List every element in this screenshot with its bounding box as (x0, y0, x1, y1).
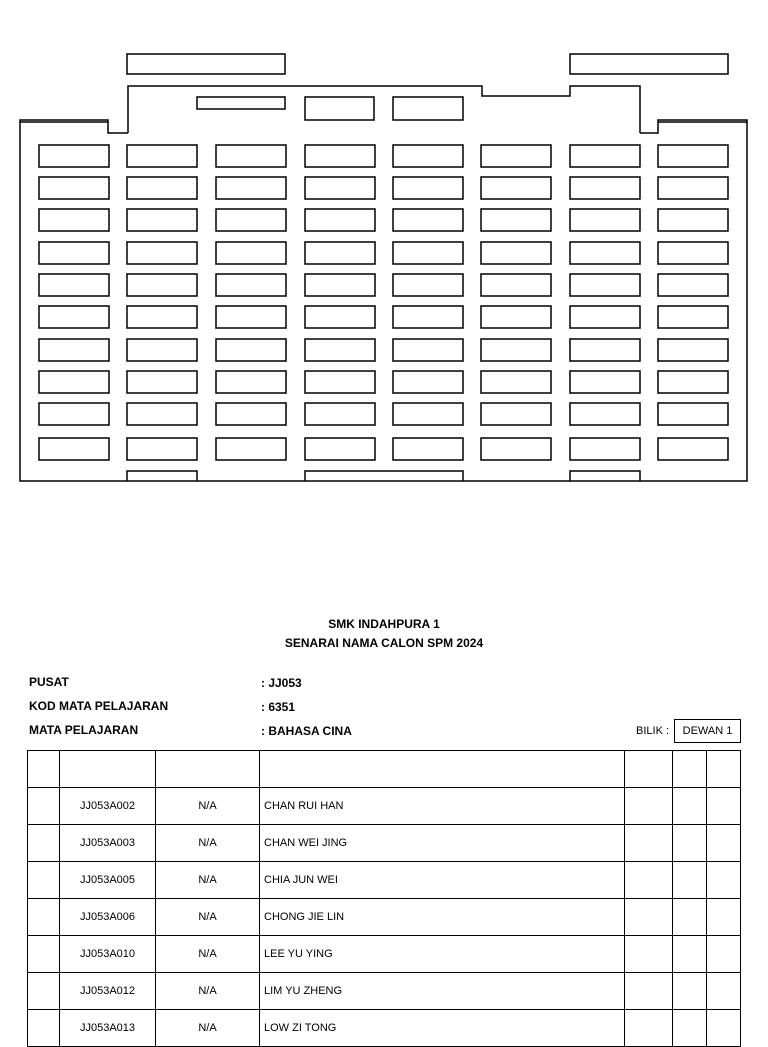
seating-plan (0, 0, 768, 500)
pusat-label: PUSAT (29, 675, 69, 689)
row-number-cell (28, 788, 60, 825)
header-cell (260, 751, 625, 788)
exam-desk (216, 177, 286, 199)
exam-desk (305, 339, 375, 361)
bottom-desk-3 (570, 471, 640, 481)
ic-cell: N/A (156, 862, 260, 899)
exam-desk (216, 242, 286, 264)
exam-desk (393, 438, 463, 460)
candidate-name-cell: LIM YU ZHENG (260, 973, 625, 1010)
row-number-cell (28, 862, 60, 899)
exam-desk (481, 339, 551, 361)
exam-desk (39, 177, 109, 199)
candidate-name-cell: CHIA JUN WEI (260, 862, 625, 899)
row-number-cell (28, 1010, 60, 1047)
exam-desk (216, 339, 286, 361)
table-row (28, 936, 741, 973)
exam-desk (570, 177, 640, 199)
angka-giliran-cell: JJ053A005 (60, 862, 156, 899)
attendance-cell (625, 973, 673, 1010)
exam-desk (305, 209, 375, 231)
attendance-cell (625, 825, 673, 862)
stage-desk-3 (393, 97, 463, 120)
exam-desk (481, 177, 551, 199)
attendance-cell (625, 936, 673, 973)
exam-desk (570, 371, 640, 393)
exam-desk (570, 438, 640, 460)
exam-desk (570, 242, 640, 264)
mark-cell (673, 973, 707, 1010)
exam-desk (481, 242, 551, 264)
exam-desk (39, 145, 109, 167)
mark-cell (707, 825, 741, 862)
exam-desk (570, 306, 640, 328)
mark-cell (673, 899, 707, 936)
header-cell (156, 751, 260, 788)
exam-desk (393, 177, 463, 199)
mark-cell (707, 936, 741, 973)
exam-desk (393, 306, 463, 328)
exam-desk (216, 306, 286, 328)
exam-desk (39, 438, 109, 460)
exam-desk (658, 339, 728, 361)
candidate-name-cell: LEE YU YING (260, 936, 625, 973)
mark-cell (673, 1010, 707, 1047)
exam-desk (216, 371, 286, 393)
header-cell (673, 751, 707, 788)
table-row (28, 862, 741, 899)
candidate-name-cell: CHAN RUI HAN (260, 788, 625, 825)
ic-cell: N/A (156, 1010, 260, 1047)
exam-desk (658, 242, 728, 264)
exam-desk (481, 438, 551, 460)
exam-desk (393, 242, 463, 264)
exam-desk (658, 438, 728, 460)
mark-cell (707, 788, 741, 825)
ic-cell: N/A (156, 936, 260, 973)
attendance-cell (625, 899, 673, 936)
exam-desk (39, 371, 109, 393)
exam-desk (216, 209, 286, 231)
bilik-label: BILIK : (636, 725, 670, 737)
angka-giliran-cell: JJ053A010 (60, 936, 156, 973)
exam-desk (127, 242, 197, 264)
exam-desk (658, 177, 728, 199)
table-row (28, 825, 741, 862)
exam-desk (570, 339, 640, 361)
stage-desk-1 (197, 97, 285, 109)
mark-cell (707, 862, 741, 899)
exam-desk (570, 145, 640, 167)
exam-desk (570, 209, 640, 231)
exam-desk (127, 403, 197, 425)
exam-desk (216, 274, 286, 296)
exam-desk (39, 209, 109, 231)
exam-desk (658, 145, 728, 167)
ic-cell: N/A (156, 825, 260, 862)
table-row (28, 788, 741, 825)
attendance-cell (625, 788, 673, 825)
exam-desk (127, 145, 197, 167)
attendance-cell (625, 1010, 673, 1047)
angka-giliran-cell: JJ053A003 (60, 825, 156, 862)
mark-cell (707, 899, 741, 936)
exam-desk (39, 403, 109, 425)
exam-desk (658, 306, 728, 328)
candidate-name-cell: LOW ZI TONG (260, 1010, 625, 1047)
ic-cell: N/A (156, 973, 260, 1010)
exam-desk (305, 438, 375, 460)
row-number-cell (28, 899, 60, 936)
mark-cell (707, 1010, 741, 1047)
subjek-value: : BAHASA CINA (261, 724, 352, 738)
row-number-cell (28, 825, 60, 862)
exam-desk (127, 177, 197, 199)
header-cell (60, 751, 156, 788)
mark-cell (673, 788, 707, 825)
exam-desk (481, 145, 551, 167)
exam-desk (216, 438, 286, 460)
exam-desk (658, 371, 728, 393)
school-name: SMK INDAHPURA 1 (328, 617, 440, 631)
exam-desk (216, 145, 286, 167)
exam-desk (570, 274, 640, 296)
exam-desk (216, 403, 286, 425)
exam-desk (39, 339, 109, 361)
exam-desk (393, 145, 463, 167)
ic-cell: N/A (156, 899, 260, 936)
exam-desk (127, 339, 197, 361)
exam-desk (127, 209, 197, 231)
mark-cell (673, 862, 707, 899)
pusat-value: : JJ053 (261, 676, 302, 690)
exam-desk (570, 403, 640, 425)
header-cell (28, 751, 60, 788)
row-number-cell (28, 936, 60, 973)
attendance-cell (625, 862, 673, 899)
angka-giliran-cell: JJ053A002 (60, 788, 156, 825)
table-header-row (28, 751, 741, 788)
exam-desk (127, 438, 197, 460)
exam-desk (393, 209, 463, 231)
exam-desk (305, 306, 375, 328)
kod-value: : 6351 (261, 700, 296, 714)
stage-desk-2 (305, 97, 374, 120)
mark-cell (673, 825, 707, 862)
exam-desk (481, 274, 551, 296)
exam-desk (39, 306, 109, 328)
angka-giliran-cell: JJ053A013 (60, 1010, 156, 1047)
ic-cell: N/A (156, 788, 260, 825)
exam-desk (305, 371, 375, 393)
exam-desk (305, 403, 375, 425)
header-cell (707, 751, 741, 788)
hall-outline (20, 120, 747, 481)
exam-desk (39, 242, 109, 264)
exam-desk (127, 306, 197, 328)
candidate-table (27, 750, 741, 1047)
exam-desk (481, 371, 551, 393)
kod-label: KOD MATA PELAJARAN (29, 699, 169, 713)
angka-giliran-cell: JJ053A006 (60, 899, 156, 936)
bilik-value: DEWAN 1 (674, 719, 741, 743)
header-cell (625, 751, 673, 788)
invigilator-desk-left (127, 54, 285, 74)
table-row (28, 1010, 741, 1047)
candidate-name-cell: CHAN WEI JING (260, 825, 625, 862)
exam-desk (658, 274, 728, 296)
exam-desk (393, 274, 463, 296)
document-title: SENARAI NAMA CALON SPM 2024 (284, 636, 484, 650)
exam-desk (305, 177, 375, 199)
exam-desk (481, 306, 551, 328)
subjek-label: MATA PELAJARAN (29, 723, 139, 737)
exam-desk (305, 242, 375, 264)
table-row (28, 899, 741, 936)
exam-desk (127, 274, 197, 296)
bottom-desk-2 (305, 471, 463, 481)
exam-desk (481, 209, 551, 231)
exam-desk (393, 339, 463, 361)
mark-cell (673, 936, 707, 973)
exam-desk (481, 403, 551, 425)
exam-desk (39, 274, 109, 296)
candidate-name-cell: CHONG JIE LIN (260, 899, 625, 936)
exam-desk (393, 403, 463, 425)
exam-desk (305, 274, 375, 296)
mark-cell (707, 973, 741, 1010)
invigilator-desk-right (570, 54, 728, 74)
angka-giliran-cell: JJ053A012 (60, 973, 156, 1010)
exam-desk (305, 145, 375, 167)
table-row (28, 973, 741, 1010)
bottom-desk-1 (127, 471, 197, 481)
exam-desk (658, 209, 728, 231)
row-number-cell (28, 973, 60, 1010)
exam-desk (127, 371, 197, 393)
exam-desk (658, 403, 728, 425)
exam-desk (393, 371, 463, 393)
